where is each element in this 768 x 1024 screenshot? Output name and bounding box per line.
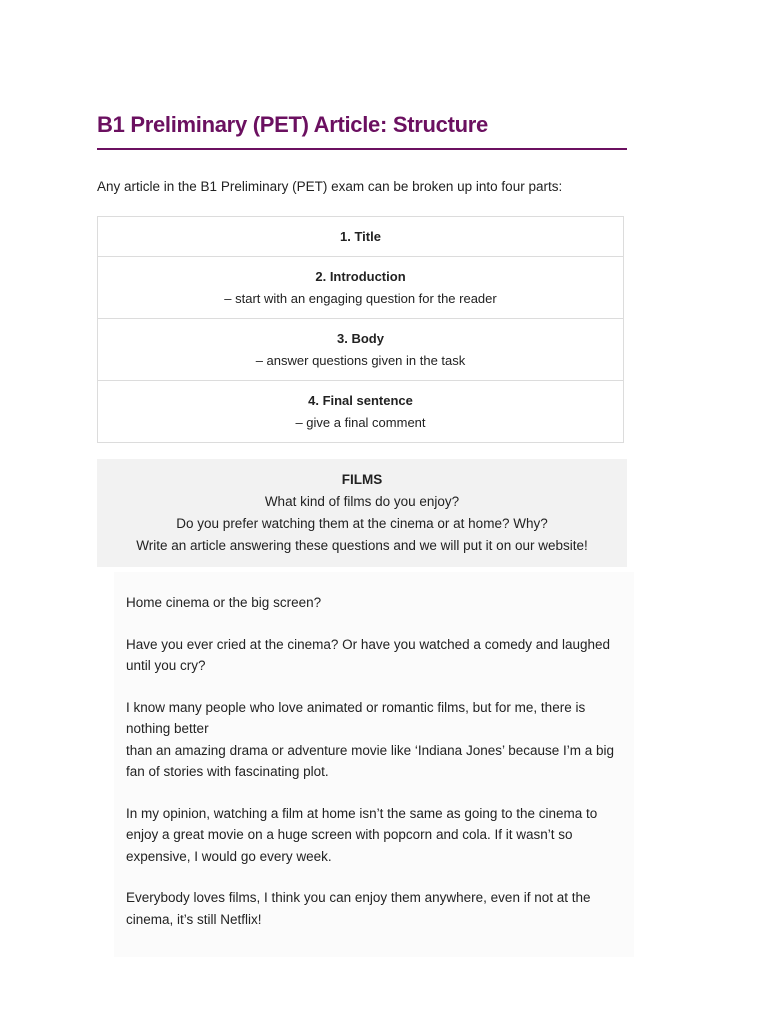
task-line: What kind of films do you enjoy? xyxy=(264,494,460,509)
part-title: 4. Final sentence xyxy=(308,393,413,408)
page-title-bold: Structure xyxy=(392,112,488,137)
task-line: Write an article answering these questions and we will put it on our website! xyxy=(136,538,588,553)
article-paragraph: than an amazing drama or adventure movie like ‘Indiana Jones’ because I’m a big fan of stories with fascinating plot. xyxy=(126,742,615,779)
table-row xyxy=(98,257,624,319)
part-description: – answer questions given in the task xyxy=(255,353,466,368)
task-box xyxy=(97,459,627,567)
table-cell xyxy=(98,319,624,381)
intro-text: Any article in the B1 Preliminary (PET) exam can be broken up into four parts: xyxy=(97,179,563,194)
table-row xyxy=(98,217,624,257)
structure-table xyxy=(97,216,624,443)
article-paragraph: In my opinion, watching a film at home isn’t the same as going to the cinema to enjoy a great movie on a huge screen with popcorn and cola. If it wasn’t so expensive, I would go every week. xyxy=(126,805,598,864)
article-guide xyxy=(97,100,627,567)
table-cell xyxy=(98,381,624,443)
part-description: – start with an engaging question for the reader xyxy=(224,291,497,306)
page-title xyxy=(97,110,627,150)
part-title: 3. Body xyxy=(337,331,384,346)
part-title: 2. Introduction xyxy=(315,269,406,284)
table-cell xyxy=(98,257,624,319)
task-title: FILMS xyxy=(341,472,383,487)
part-title: 1. Title xyxy=(340,229,381,244)
table-cell xyxy=(98,217,624,257)
sample-article xyxy=(114,572,634,957)
task-line: Do you prefer watching them at the cinema or at home? Why? xyxy=(176,516,548,531)
article-title: Home cinema or the big screen? xyxy=(126,595,322,610)
page-title-normal: B1 Preliminary (PET) Article: xyxy=(97,112,393,137)
article-paragraph: Have you ever cried at the cinema? Or have you watched a comedy and laughed until you cry? xyxy=(126,636,611,673)
table-row xyxy=(98,381,624,443)
part-description: – give a final comment xyxy=(295,415,426,430)
table-row xyxy=(98,319,624,381)
article-paragraph: Everybody loves films, I think you can enjoy them anywhere, even if not at the cinema, it’s still Netflix! xyxy=(126,890,591,927)
article-paragraph: I know many people who love animated or romantic films, but for me, there is nothing better xyxy=(126,699,586,736)
